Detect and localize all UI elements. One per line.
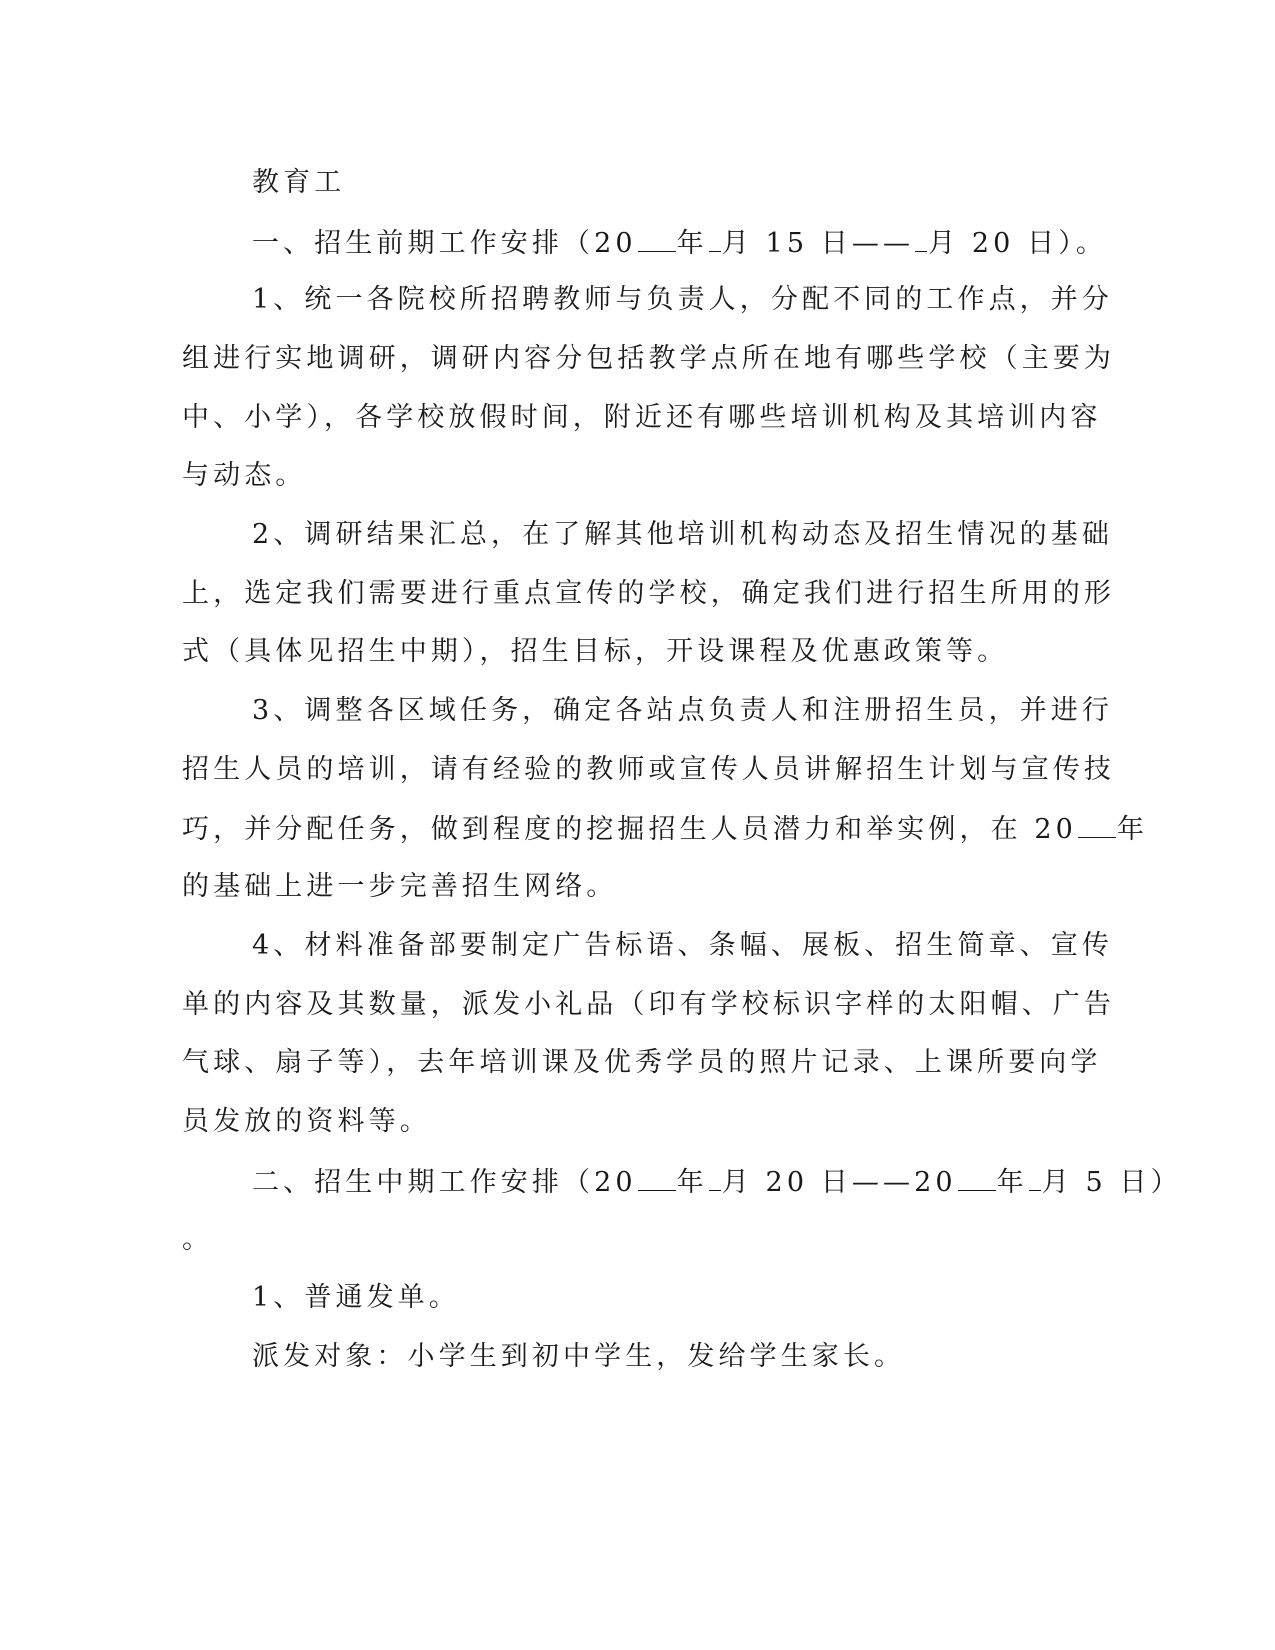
paragraph-4-line: 4、材料准备部要制定广告标语、条幅、展板、招生简章、宣传	[252, 930, 1113, 961]
blank-underline	[1078, 810, 1116, 838]
section-2-item: 1、普通发单。	[252, 1282, 460, 1313]
paragraph-3-line: 巧，并分配任务，做到程度的挖掘招生人员潜力和举实例，在 20 年	[182, 810, 1148, 846]
paragraph-4-line: 单的内容及其数量，派发小礼品（印有学校标识字样的太阳帽、广告	[182, 989, 1115, 1020]
paragraph-2-line: 上，选定我们需要进行重点宣传的学校，确定我们进行招生所用的形	[182, 578, 1115, 609]
blank-underline	[915, 224, 927, 252]
section-2-title-wrap: 。	[182, 1224, 214, 1255]
blank-underline	[1029, 1163, 1041, 1191]
paragraph-3-line: 招生人员的培训，请有经验的教师或宣传人员讲解招生计划与宣传技	[182, 754, 1115, 785]
document-heading: 教育工	[252, 167, 346, 198]
paragraph-1-line: 组进行实地调研，调研内容分包括教学点所在地有哪些学校（主要为	[182, 343, 1115, 374]
paragraph-4-line: 气球、扇子等），去年培训课及优秀学员的照片记录、上课所要向学	[182, 1047, 1102, 1078]
paragraph-1-line: 中、小学），各学校放假时间，附近还有哪些培训机构及其培训内容	[182, 402, 1102, 433]
blank-underline	[709, 1163, 721, 1191]
blank-underline	[638, 224, 676, 252]
paragraph-3-line: 的基础上进一步完善招生网络。	[182, 871, 618, 902]
paragraph-2-line: 2、调研结果汇总，在了解其他培训机构动态及招生情况的基础	[252, 519, 1113, 550]
paragraph-2-line: 式（具体见招生中期），招生目标，开设课程及优惠政策等。	[182, 636, 1009, 667]
section-2-item: 派发对象：小学生到初中学生，发给学生家长。	[252, 1341, 906, 1372]
section-2-title: 二、招生中期工作安排（20 年 月 20 日——20 年 月 5 日）	[252, 1163, 1182, 1199]
paragraph-4-line: 员发放的资料等。	[182, 1106, 431, 1137]
section-1-title: 一、招生前期工作安排（20 年 月 15 日—— 月 20 日）。	[252, 224, 1107, 260]
blank-underline	[709, 224, 721, 252]
blank-underline	[958, 1163, 996, 1191]
paragraph-1-line: 与动态。	[182, 460, 307, 491]
paragraph-3-line: 3、调整各区域任务，确定各站点负责人和注册招生员，并进行	[252, 695, 1113, 726]
blank-underline	[638, 1163, 676, 1191]
paragraph-1-line: 1、统一各院校所招聘教师与负责人，分配不同的工作点，并分	[252, 284, 1113, 315]
